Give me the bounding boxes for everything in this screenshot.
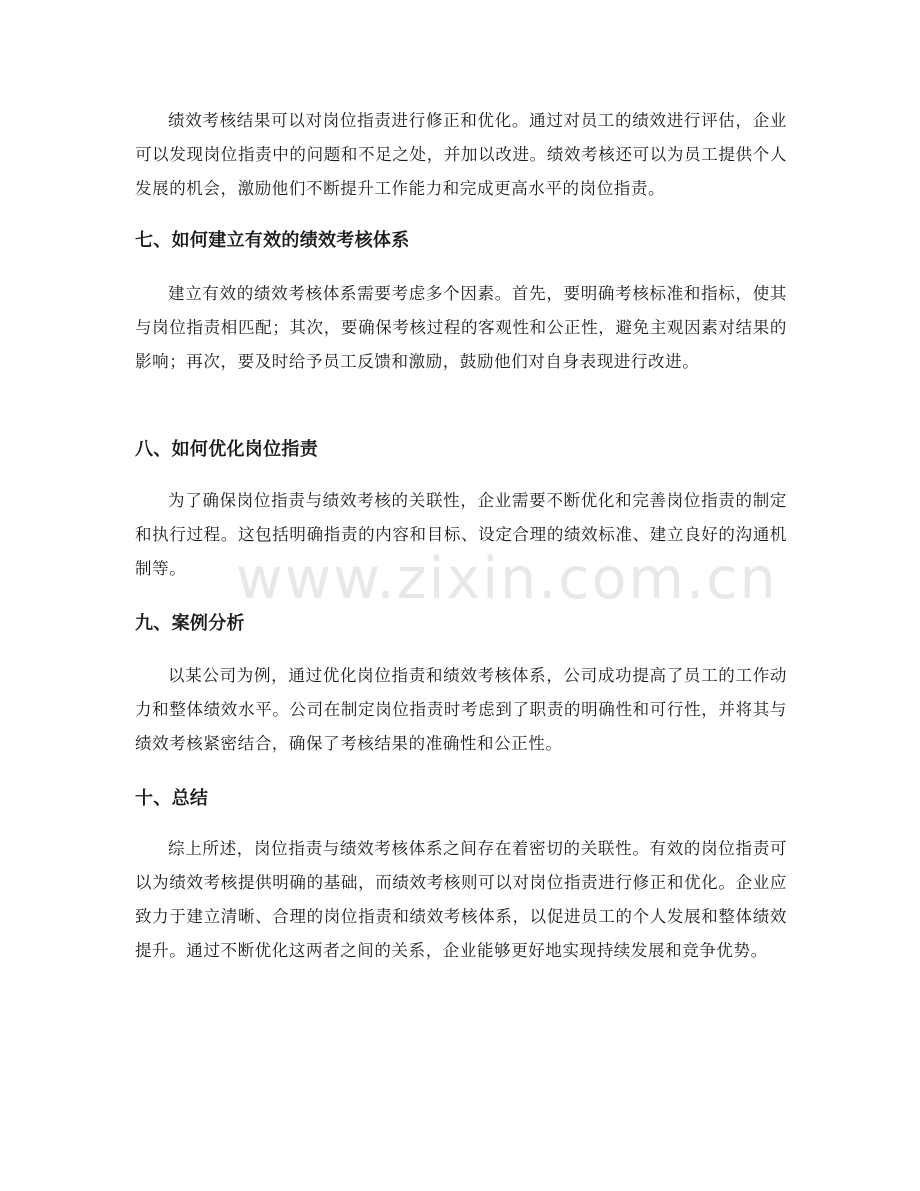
- section-heading: 七、如何建立有效的绩效考核体系: [135, 230, 410, 251]
- section-7: [135, 226, 787, 256]
- section-heading: 九、案例分析: [135, 613, 245, 634]
- section-10: [135, 784, 787, 814]
- watermark: www.zixin.com.cn: [236, 546, 778, 612]
- section-paragraph: 为了确保岗位指责与绩效考核的关联性，企业需要不断优化和完善岗位指责的制定和执行过程。这包括明确指责的内容和目标、设定合理的绩效标准、建立良好的沟通机制等。: [135, 491, 787, 578]
- section-heading: 十、总结: [135, 788, 209, 809]
- intro-block: [135, 104, 787, 206]
- intro-paragraph: 绩效考核结果可以对岗位指责进行修正和优化。通过对员工的绩效进行评估，企业可以发现岗位指责中的问题和不足之处，并加以改进。绩效考核还可以为员工提供个人发展的机会，激励他们不断提升工作能力和完成更高水平的岗位指责。: [135, 111, 787, 198]
- section-paragraph: 以某公司为例，通过优化岗位指责和绩效考核体系，公司成功提高了员工的工作动力和整体绩效水平。公司在制定岗位指责时考虑到了职责的明确性和可行性，并将其与绩效考核紧密结合，确保了考核结果的准确性和公正性。: [135, 666, 787, 753]
- section-10-body: [135, 832, 787, 968]
- section-heading: 八、如何优化岗位指责: [135, 439, 318, 460]
- section-8-body: [135, 484, 787, 586]
- section-8: [135, 435, 787, 465]
- section-7-body: [135, 277, 787, 379]
- section-9: [135, 609, 787, 639]
- section-9-body: [135, 659, 787, 761]
- section-paragraph: 建立有效的绩效考核体系需要考虑多个因素。首先，要明确考核标准和指标，使其与岗位指责相匹配；其次，要确保考核过程的客观性和公正性，避免主观因素对结果的影响；再次，要及时给予员工反馈和激励，鼓励他们对自身表现进行改进。: [135, 284, 787, 371]
- section-paragraph: 综上所述，岗位指责与绩效考核体系之间存在着密切的关联性。有效的岗位指责可以为绩效考核提供明确的基础，而绩效考核则可以对岗位指责进行修正和优化。企业应致力于建立清晰、合理的岗位指责和绩效考核体系，以促进员工的个人发展和整体绩效提升。通过不断优化这两者之间的关系，企业能够更好地实现持续发展和竞争优势。: [135, 839, 787, 960]
